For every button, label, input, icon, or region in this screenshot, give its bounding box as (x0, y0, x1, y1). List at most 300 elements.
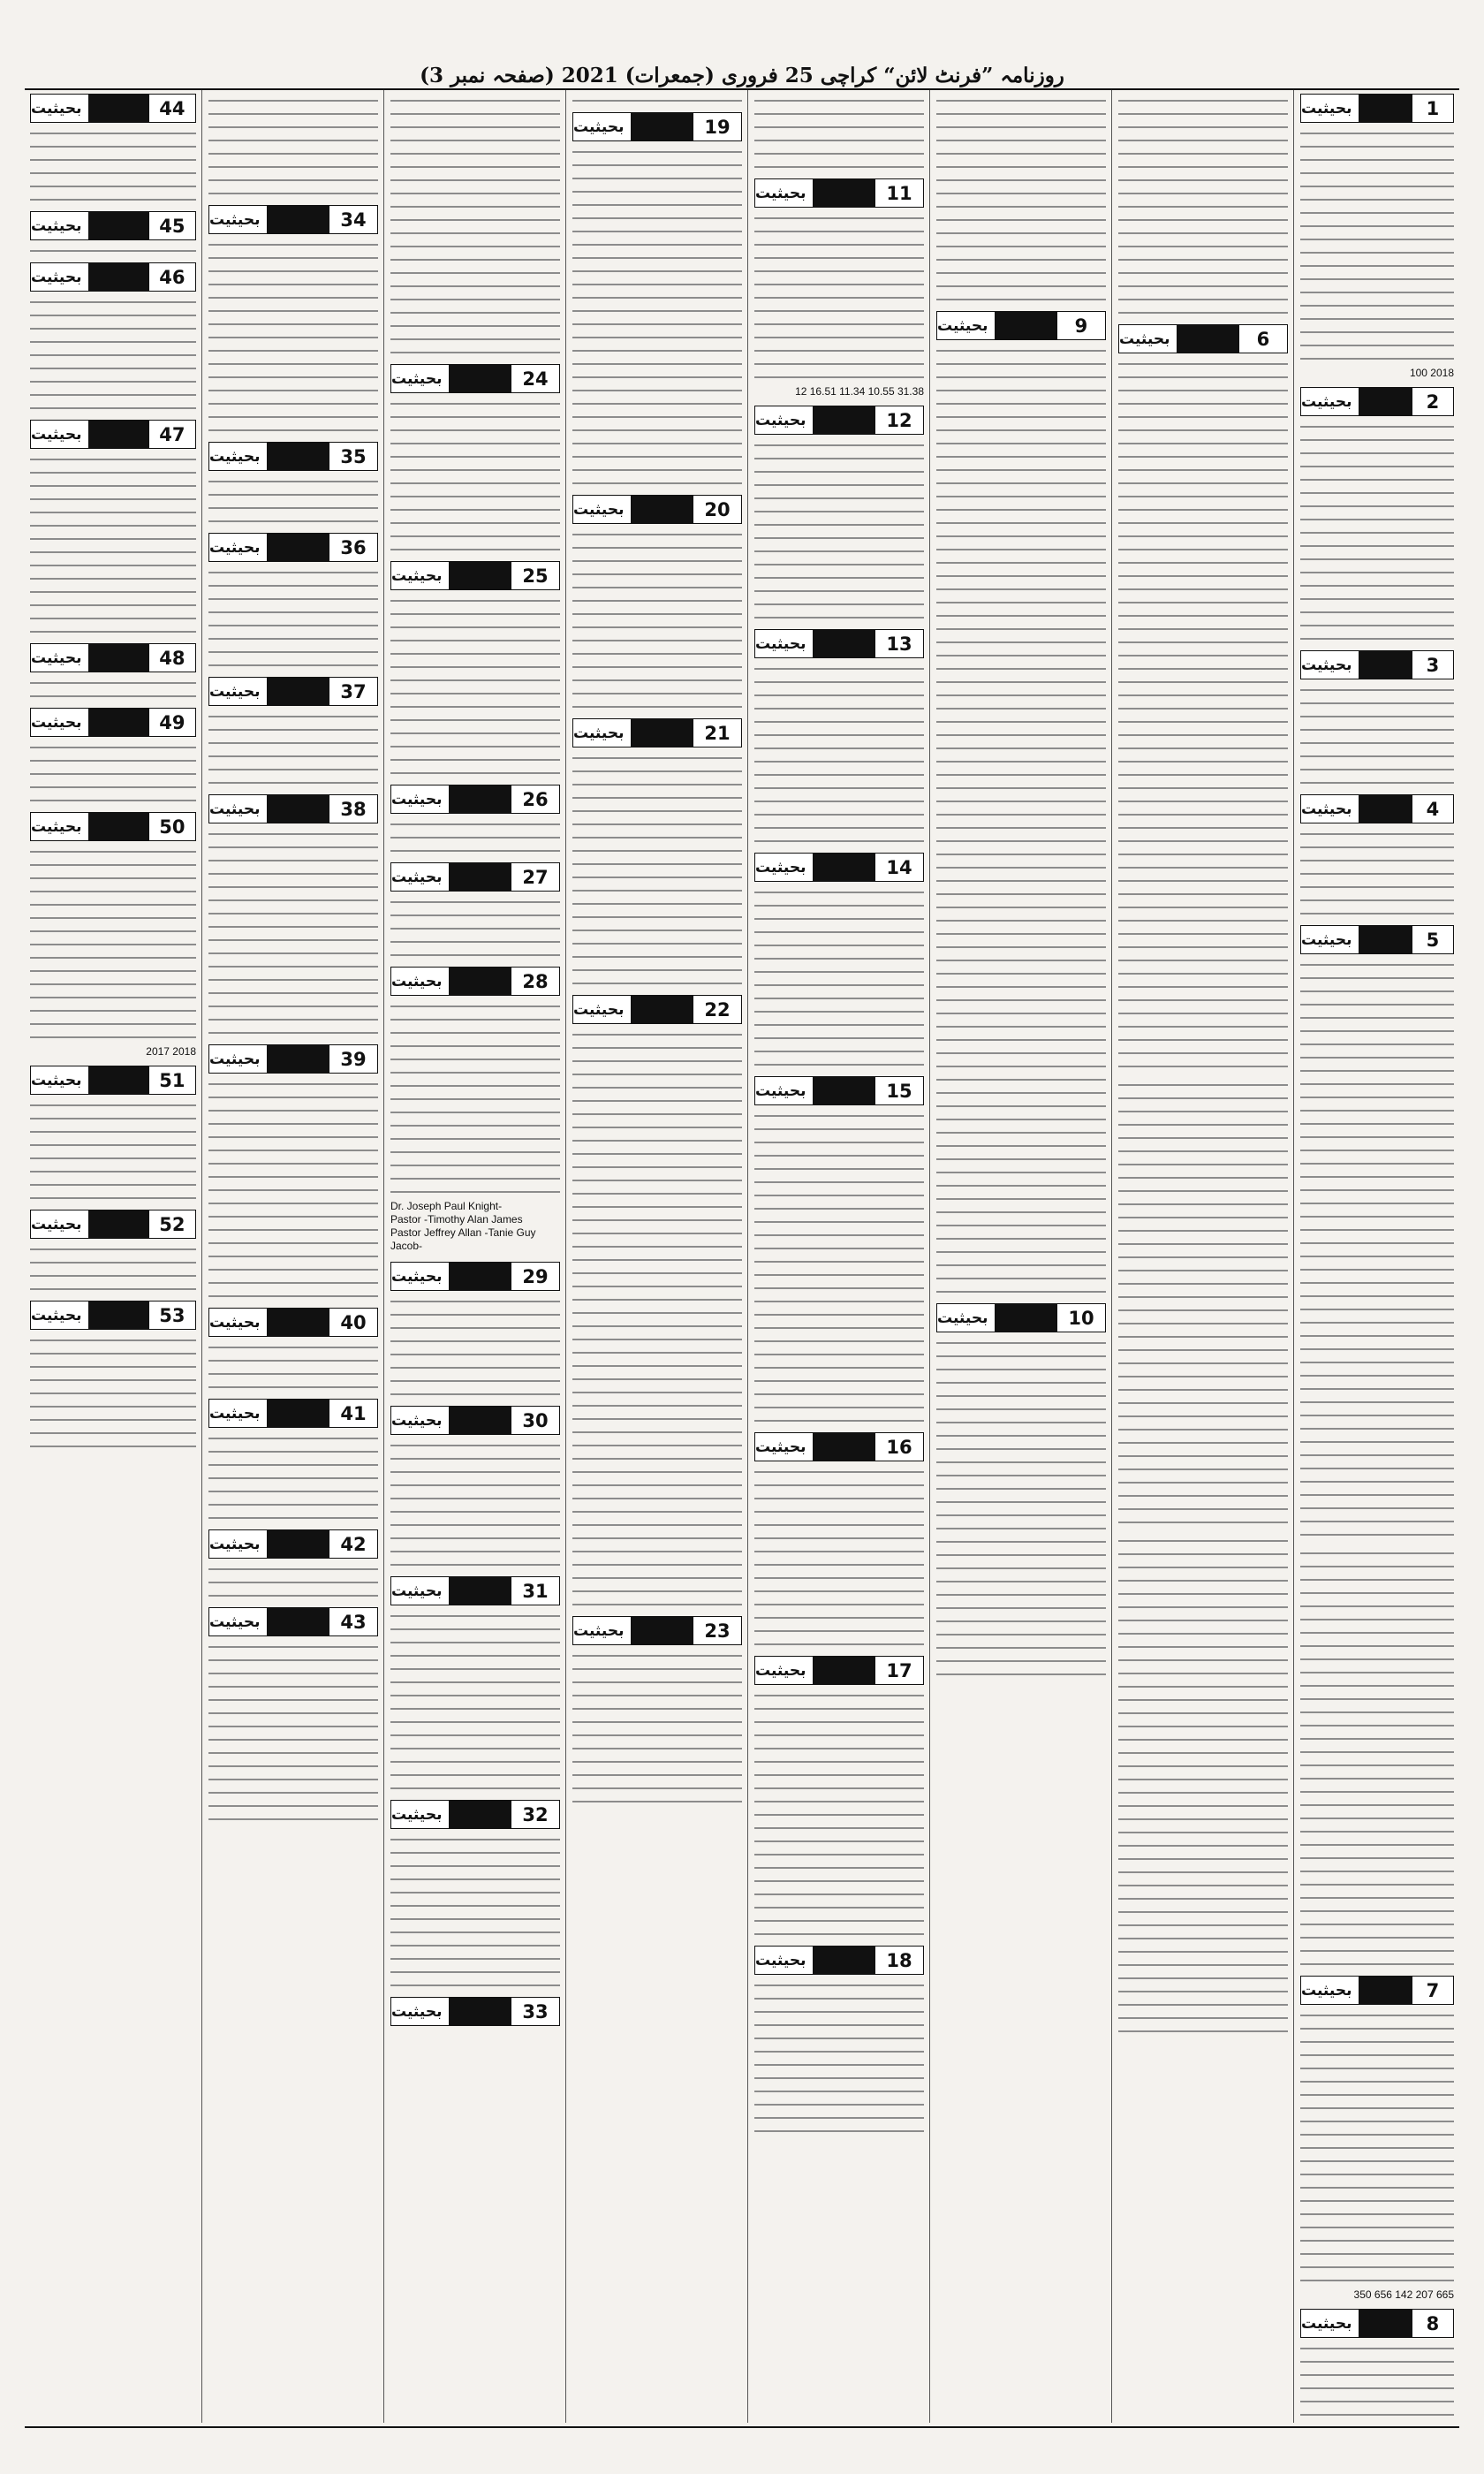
notice-body-text (936, 94, 1106, 306)
notice-label: بحیثیت (937, 312, 995, 339)
notice-label: بحیثیت (755, 1077, 813, 1104)
notice-header (390, 1997, 560, 2026)
notice-black-bar (267, 1400, 329, 1427)
notice-body-text (390, 1833, 560, 1992)
notice-item (1300, 1546, 1454, 1970)
column-7 (1113, 94, 1293, 2421)
notice-number: 15 (874, 1077, 923, 1104)
notice-number: 20 (693, 496, 741, 523)
figures-line: 12 16.51 11.34 10.55 31.38 (754, 383, 924, 400)
notice-number: 14 (874, 854, 923, 881)
notice-number: 51 (148, 1066, 195, 1094)
notice-item (30, 812, 196, 1060)
notice-label: بحیثیت (209, 1608, 267, 1635)
notice-header (30, 1066, 196, 1095)
notice-black-bar (1177, 325, 1238, 353)
notice-item (754, 94, 924, 173)
notice-body-text (30, 1333, 196, 1453)
notice-black-bar (88, 1210, 148, 1238)
notice-number: 29 (511, 1263, 559, 1290)
notice-item (1118, 1078, 1288, 1529)
notice-number: 3 (1412, 651, 1453, 679)
column-divider (565, 90, 566, 2423)
notice-number: 9 (1056, 312, 1105, 339)
notice-black-bar (88, 95, 148, 122)
notice-label: بحیثیت (209, 1400, 267, 1427)
column-8 (1295, 94, 1459, 2421)
notice-label: بحیثیت (31, 813, 88, 840)
notice-item (390, 785, 560, 857)
notice-item (1300, 650, 1454, 789)
notice-number: 37 (329, 678, 377, 705)
column-divider (747, 90, 748, 2423)
notice-black-bar (449, 365, 511, 392)
notice-label: بحیثیت (1301, 2310, 1359, 2337)
notice-label: بحیثیت (209, 1309, 267, 1336)
notice-body-text (30, 452, 196, 638)
notice-black-bar (88, 1302, 148, 1329)
notice-number: 10 (1056, 1304, 1105, 1332)
notice-item (936, 1303, 1106, 1681)
notice-body-text (1300, 827, 1454, 920)
bottom-rule (25, 2426, 1459, 2428)
notice-black-bar (631, 113, 693, 140)
notice-item (390, 1406, 560, 1571)
notice-header (936, 311, 1106, 340)
notice-header (30, 262, 196, 292)
notice-number: 30 (511, 1407, 559, 1434)
notice-number: 38 (329, 795, 377, 823)
notice-label: بحیثیت (573, 113, 631, 140)
notice-number: 22 (693, 996, 741, 1023)
notice-number: 53 (148, 1302, 195, 1329)
notice-black-bar (267, 795, 329, 823)
notice-number: 26 (511, 785, 559, 813)
notice-black-bar (449, 1407, 511, 1434)
notice-item (754, 178, 924, 400)
notice-label: بحیثیت (209, 443, 267, 470)
notice-body-text (390, 1438, 560, 1571)
notice-header (208, 533, 378, 562)
notice-number: 43 (329, 1608, 377, 1635)
notice-body-text (1300, 958, 1454, 1541)
notice-number: 48 (148, 644, 195, 672)
notice-label: بحیثیت (31, 95, 88, 122)
notice-body-text (208, 1640, 378, 1825)
notice-number: 35 (329, 443, 377, 470)
notice-number: 8 (1412, 2310, 1453, 2337)
notice-body-text (30, 1242, 196, 1295)
notice-body-text (1300, 420, 1454, 645)
notice-body-text (1300, 2008, 1454, 2287)
notice-body-text (754, 1689, 924, 1940)
notice-black-bar (1359, 2310, 1411, 2337)
column-6 (931, 94, 1111, 2421)
notice-header (754, 1656, 924, 1685)
notice-number: 2 (1412, 388, 1453, 415)
notice-item (1300, 387, 1454, 645)
notice-black-bar (813, 630, 874, 657)
notice-label: بحیثیت (391, 1801, 449, 1828)
notice-body-text (30, 295, 196, 414)
notice-header (572, 718, 742, 748)
notice-number: 24 (511, 365, 559, 392)
notice-black-bar (449, 968, 511, 995)
notice-header (390, 1262, 560, 1291)
notice-header (30, 211, 196, 240)
notice-header (572, 995, 742, 1024)
notice-number: 21 (693, 719, 741, 747)
notice-body-text (1300, 1546, 1454, 1970)
notice-item (390, 862, 560, 961)
notice-body-text (1300, 683, 1454, 789)
notice-number: 50 (148, 813, 195, 840)
notice-body-text (390, 94, 560, 359)
notice-body-text (1118, 1534, 1288, 2038)
notice-item (1300, 94, 1454, 382)
notice-body-text (30, 126, 196, 206)
notice-body-text (754, 94, 924, 173)
notice-header (1300, 650, 1454, 679)
notice-item (572, 1616, 742, 1808)
notice-item (1300, 925, 1454, 1541)
notice-number: 25 (511, 562, 559, 589)
notice-body-text (572, 1649, 742, 1808)
notice-header (30, 94, 196, 123)
notice-label: بحیثیت (755, 854, 813, 881)
notice-label: بحیثیت (31, 1302, 88, 1329)
notice-item (1118, 324, 1288, 1073)
notice-label: بحیثیت (31, 1066, 88, 1094)
notice-header (390, 1406, 560, 1435)
notice-number: 41 (329, 1400, 377, 1427)
notice-black-bar (267, 1608, 329, 1635)
notice-black-bar (813, 1077, 874, 1104)
notice-black-bar (267, 1530, 329, 1558)
notice-header (390, 561, 560, 590)
notice-number: 5 (1412, 926, 1453, 953)
notice-black-bar (631, 496, 693, 523)
notice-label: بحیثیت (31, 212, 88, 239)
notice-item (390, 1576, 560, 1795)
notice-label: بحیثیت (1301, 1977, 1359, 2004)
notice-label: بحیثیت (391, 1263, 449, 1290)
notice-item (208, 1399, 378, 1524)
notice-item (208, 1607, 378, 1825)
notice-item (754, 1432, 924, 1651)
notice-number: 19 (693, 113, 741, 140)
notice-black-bar (88, 813, 148, 840)
notice-black-bar (813, 1657, 874, 1684)
notice-item (30, 1210, 196, 1295)
notice-body-text (572, 751, 742, 990)
notice-header (754, 178, 924, 208)
notice-item (754, 1656, 924, 1940)
notice-header (390, 862, 560, 892)
notice-body-text (208, 1562, 378, 1602)
notice-black-bar (449, 562, 511, 589)
notice-black-bar (813, 854, 874, 881)
pastor-name: Pastor -Timothy Alan James (390, 1213, 523, 1226)
notice-header (1300, 387, 1454, 416)
notice-body-text (754, 885, 924, 1071)
column-5 (749, 94, 929, 2421)
notice-item (390, 364, 560, 556)
column-3 (385, 94, 565, 2421)
notice-black-bar (1359, 1977, 1411, 2004)
notice-black-bar (631, 719, 693, 747)
figures-line: 350 656 142 207 665 (1300, 2287, 1454, 2303)
column-divider (201, 90, 202, 2423)
notice-number: 23 (693, 1617, 741, 1644)
notice-body-text (754, 1978, 924, 2137)
notice-item (30, 420, 196, 638)
notice-black-bar (449, 863, 511, 891)
notice-item (754, 1946, 924, 2137)
notice-body-text (1118, 1078, 1288, 1529)
notice-item (208, 442, 378, 527)
notice-black-bar (449, 1801, 511, 1828)
notice-black-bar (267, 534, 329, 561)
pastor-names (390, 1198, 560, 1256)
notice-black-bar (267, 1309, 329, 1336)
notice-body-text (30, 676, 196, 702)
notice-black-bar (813, 179, 874, 207)
notice-black-bar (88, 1066, 148, 1094)
notice-body-text (390, 594, 560, 779)
notice-number: 34 (329, 206, 377, 233)
notice-item (572, 495, 742, 713)
notice-black-bar (267, 443, 329, 470)
notice-header (754, 853, 924, 882)
notice-item (754, 406, 924, 624)
notice-body-text (390, 397, 560, 556)
notice-header (390, 1576, 560, 1605)
notice-black-bar (449, 785, 511, 813)
notice-item (572, 718, 742, 990)
notice-body-text (572, 94, 742, 107)
notice-black-bar (995, 312, 1056, 339)
notice-header (572, 112, 742, 141)
notice-label: بحیثیت (209, 534, 267, 561)
notice-label: بحیثیت (1301, 795, 1359, 823)
notice-black-bar (631, 1617, 693, 1644)
notice-number: 6 (1238, 325, 1287, 353)
notice-black-bar (1359, 95, 1411, 122)
pastor-name: Jacob- (390, 1240, 423, 1252)
masthead: روزنامہ ”فرنٹ لائن“ کراچی 25 فروری (جمعرات) 2021 (صفحہ نمبر 3) (420, 63, 1064, 87)
notice-item (390, 1262, 560, 1400)
column-4 (567, 94, 747, 2421)
notice-header (390, 1800, 560, 1829)
notice-header (936, 1303, 1106, 1332)
notice-label: بحیثیت (31, 644, 88, 672)
notice-label: بحیثیت (391, 1407, 449, 1434)
notice-header (30, 643, 196, 672)
notice-body-text (754, 1465, 924, 1651)
notice-body-text (208, 1340, 378, 1393)
figures-line: 100 2018 (1300, 365, 1454, 382)
notice-item (936, 94, 1106, 306)
notice-body-text (208, 1431, 378, 1524)
notice-body-text (208, 710, 378, 789)
notice-number: 12 (874, 406, 923, 434)
notice-number: 40 (329, 1309, 377, 1336)
notice-header (208, 794, 378, 823)
notice-body-text (30, 1098, 196, 1204)
notice-number: 36 (329, 534, 377, 561)
notice-header (390, 785, 560, 814)
notice-header (30, 1301, 196, 1330)
notice-number: 47 (148, 421, 195, 448)
notice-body-text (208, 1077, 378, 1302)
notice-header (572, 495, 742, 524)
notice-body-text (754, 438, 924, 624)
notice-label: بحیثیت (573, 996, 631, 1023)
years-line: 2017 2018 (30, 1043, 196, 1060)
notice-item (390, 967, 560, 1256)
notice-body-text (390, 817, 560, 857)
notice-body-text (754, 1109, 924, 1427)
notice-number: 42 (329, 1530, 377, 1558)
notice-label: بحیثیت (573, 719, 631, 747)
notice-number: 39 (329, 1045, 377, 1073)
notice-label: بحیثیت (391, 1998, 449, 2025)
notice-item (1118, 94, 1288, 319)
notice-label: بحیثیت (31, 263, 88, 291)
notice-header (1300, 925, 1454, 954)
notice-body-text (572, 145, 742, 489)
notice-item (1300, 794, 1454, 920)
notice-item (1300, 1976, 1454, 2303)
notice-number: 33 (511, 1998, 559, 2025)
notice-label: بحیثیت (209, 795, 267, 823)
notice-body-text (1300, 2341, 1454, 2421)
notice-label: بحیثیت (755, 630, 813, 657)
notice-black-bar (449, 1263, 511, 1290)
notice-label: بحیثیت (209, 1045, 267, 1073)
notice-body-text (208, 565, 378, 672)
notice-item (572, 112, 742, 489)
notice-black-bar (267, 1045, 329, 1073)
notice-item (208, 677, 378, 789)
notice-number: 7 (1412, 1977, 1453, 2004)
notice-black-bar (267, 206, 329, 233)
notice-number: 49 (148, 709, 195, 736)
notice-number: 28 (511, 968, 559, 995)
notice-body-text (30, 740, 196, 807)
notice-item (30, 643, 196, 702)
notice-label: بحیثیت (31, 709, 88, 736)
top-rule (25, 88, 1459, 90)
notice-black-bar (449, 1577, 511, 1605)
notice-label: بحیثیت (31, 421, 88, 448)
notice-item (390, 561, 560, 779)
notice-label: بحیثیت (755, 1657, 813, 1684)
notice-number: 18 (874, 1947, 923, 1974)
notice-label: بحیثیت (755, 1433, 813, 1461)
notice-label: بحیثیت (573, 496, 631, 523)
column-divider (1293, 90, 1294, 2423)
notice-black-bar (995, 1304, 1056, 1332)
column-divider (383, 90, 384, 2423)
notice-label: بحیثیت (573, 1617, 631, 1644)
notice-black-bar (88, 421, 148, 448)
notice-body-text (754, 211, 924, 383)
notice-body-text (390, 1609, 560, 1795)
notice-item (208, 1529, 378, 1602)
notice-item (208, 94, 378, 200)
notice-label: بحیثیت (1301, 388, 1359, 415)
notice-number: 45 (148, 212, 195, 239)
notice-black-bar (813, 1947, 874, 1974)
notice-item (572, 995, 742, 1611)
notice-number: 13 (874, 630, 923, 657)
notice-black-bar (1359, 795, 1411, 823)
notice-header (208, 205, 378, 234)
notice-item (390, 1997, 560, 2026)
notice-black-bar (88, 212, 148, 239)
column-1 (25, 94, 201, 2421)
pastor-name: Pastor Jeffrey Allan -Tanie Guy (390, 1226, 536, 1239)
notice-body-text (1118, 94, 1288, 319)
notice-item (208, 533, 378, 672)
notice-label: بحیثیت (391, 562, 449, 589)
notice-black-bar (631, 996, 693, 1023)
notice-header (754, 629, 924, 658)
notice-label: بحیثیت (391, 1577, 449, 1605)
notice-body-text (1300, 126, 1454, 365)
notice-header (754, 1946, 924, 1975)
notice-label: بحیثیت (755, 406, 813, 434)
notice-black-bar (88, 263, 148, 291)
notice-item (754, 1076, 924, 1427)
notice-number: 31 (511, 1577, 559, 1605)
notice-body-text (390, 895, 560, 961)
notice-label: بحیثیت (391, 365, 449, 392)
notice-item (208, 1308, 378, 1393)
notice-label: بحیثیت (391, 785, 449, 813)
notice-item (754, 853, 924, 1071)
notice-body-text (390, 999, 560, 1198)
notice-header (208, 1529, 378, 1559)
notice-item (754, 629, 924, 847)
notice-body-text (572, 1028, 742, 1611)
notice-number: 16 (874, 1433, 923, 1461)
notice-black-bar (88, 644, 148, 672)
notice-header (754, 1076, 924, 1105)
notice-body-text (390, 1294, 560, 1400)
notice-header (208, 1308, 378, 1337)
notice-body-text (208, 827, 378, 1039)
notice-header (30, 812, 196, 841)
pastor-name: Dr. Joseph Paul Knight- (390, 1200, 503, 1212)
notice-body-text (1118, 357, 1288, 1073)
notice-number: 52 (148, 1210, 195, 1238)
notice-label: بحیثیت (1301, 651, 1359, 679)
notice-label: بحیثیت (209, 1530, 267, 1558)
notice-label: بحیثیت (1301, 95, 1359, 122)
notice-header (208, 1607, 378, 1636)
notice-label: بحیثیت (209, 206, 267, 233)
notice-label: بحیثیت (755, 179, 813, 207)
notice-body-text (936, 344, 1106, 1298)
notice-item (1118, 1534, 1288, 2038)
notice-label: بحیثیت (755, 1947, 813, 1974)
notice-label: بحیثیت (391, 863, 449, 891)
notice-item (390, 94, 560, 359)
column-2 (203, 94, 383, 2421)
